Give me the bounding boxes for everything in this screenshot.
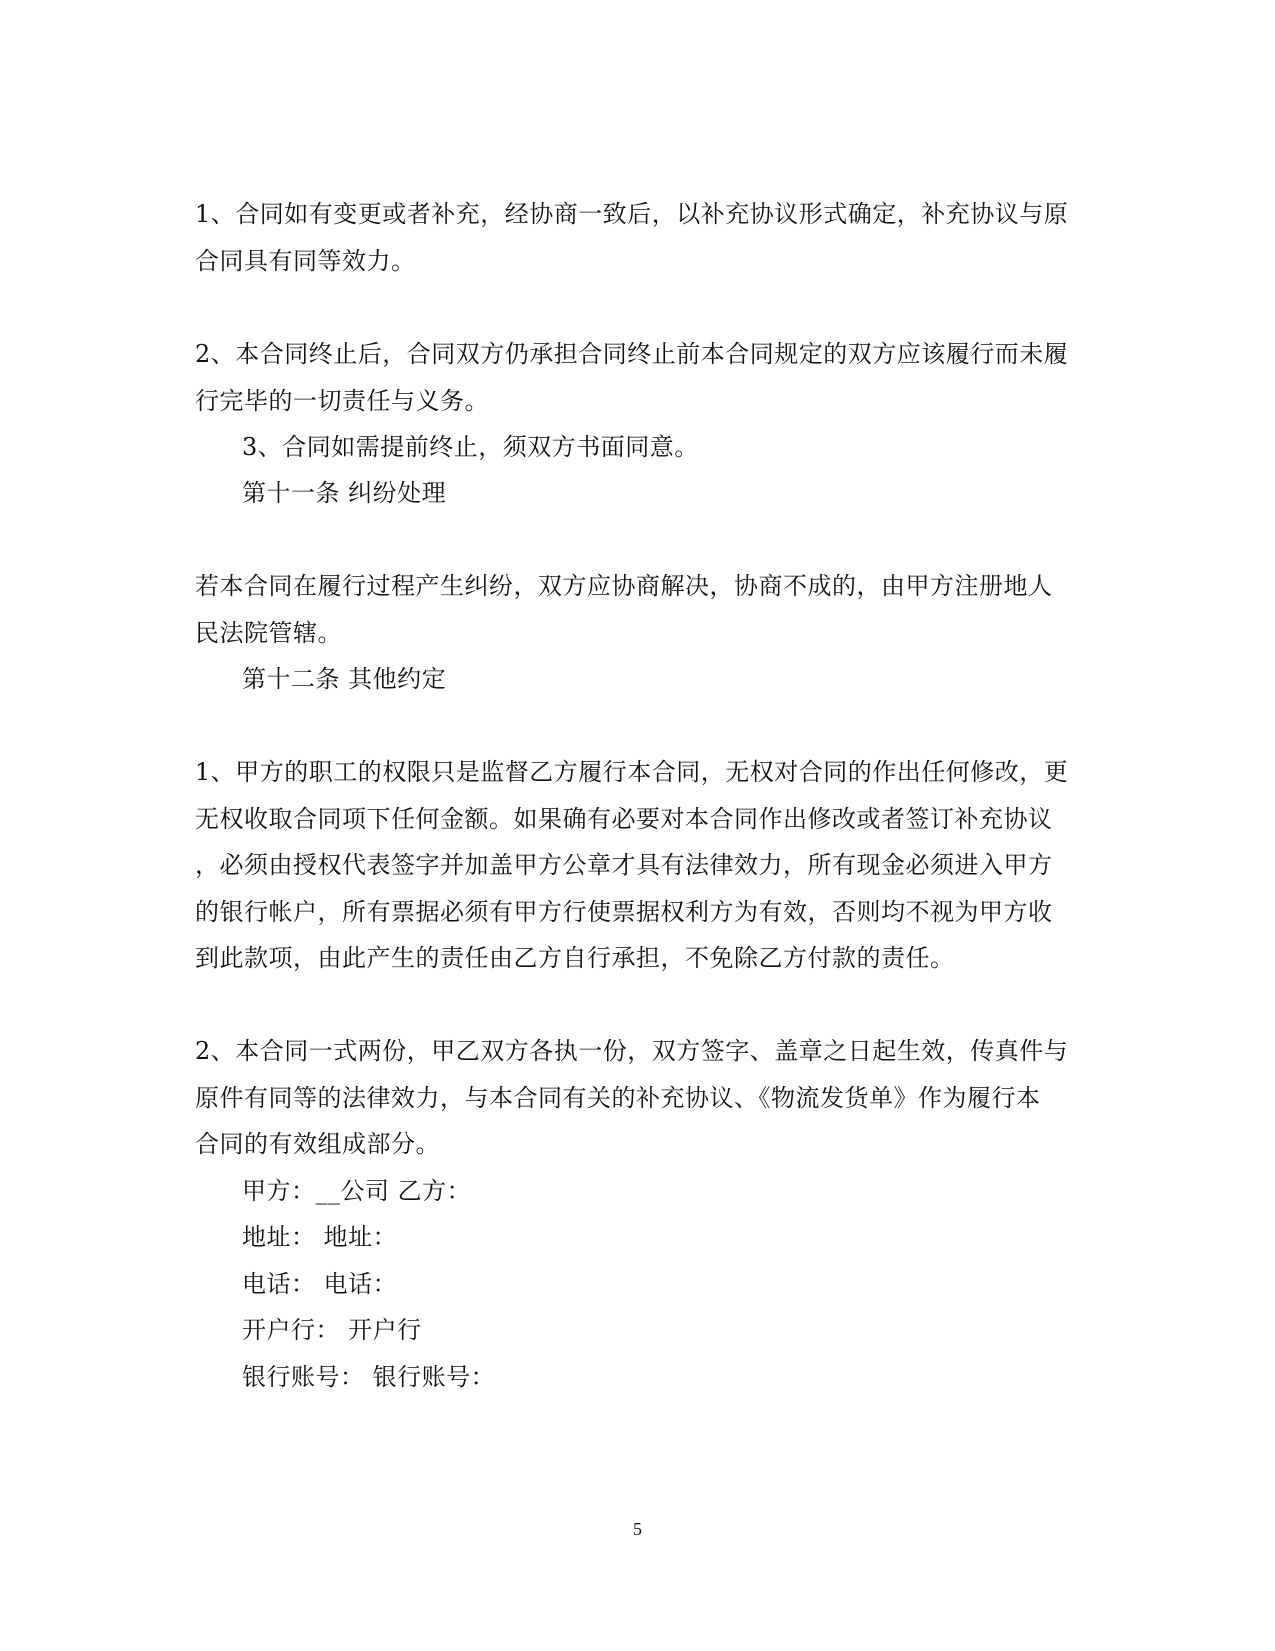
- dispute-line-1: 若本合同在履行过程产生纠纷，双方应协商解决，协商不成的，由甲方注册地人: [195, 572, 1053, 600]
- page-number: 5: [633, 1519, 642, 1539]
- dispute-line-2: 民法院管辖。: [195, 619, 342, 647]
- article-11-heading: 第十一条 纠纷处理: [242, 479, 447, 507]
- signature-bank-line: 开户行： 开户行: [242, 1316, 422, 1344]
- other-clause-1-line-4: 的银行帐户，所有票据必须有甲方行使票据权利方为有效，否则均不视为甲方收: [195, 898, 1053, 926]
- signature-party-line: 甲方：__公司 乙方：: [242, 1177, 472, 1205]
- clause-2-line-1: 2、本合同终止后，合同双方仍承担合同终止前本合同规定的双方应该履行而未履: [195, 340, 1069, 368]
- other-clause-2-line-3: 合同的有效组成部分。: [195, 1130, 440, 1158]
- other-clause-2-line-2: 原件有同等的法律效力，与本合同有关的补充协议、《物流发货单》作为履行本: [195, 1084, 1041, 1112]
- other-clause-1-line-3: ，必须由授权代表签字并加盖甲方公章才具有法律效力，所有现金必须进入甲方: [195, 851, 1053, 879]
- signature-phone-line: 电话： 电话：: [242, 1270, 398, 1298]
- other-clause-1-line-2: 无权收取合同项下任何金额。如果确有必要对本合同作出修改或者签订补充协议: [195, 805, 1053, 833]
- signature-account-line: 银行账号： 银行账号：: [242, 1363, 496, 1391]
- signature-address-line: 地址： 地址：: [242, 1223, 398, 1251]
- other-clause-2-line-1: 2、本合同一式两份，甲乙双方各执一份，双方签字、盖章之日起生效，传真件与: [195, 1037, 1069, 1065]
- clause-1-line-2: 合同具有同等效力。: [195, 247, 416, 275]
- clause-2-line-2: 行完毕的一切责任与义务。: [195, 387, 489, 415]
- article-12-heading: 第十二条 其他约定: [242, 665, 447, 693]
- clause-1-line-1: 1、合同如有变更或者补充，经协商一致后，以补充协议形式确定，补充协议与原: [195, 200, 1069, 228]
- other-clause-1-line-1: 1、甲方的职工的权限只是监督乙方履行本合同，无权对合同的作出任何修改，更: [195, 758, 1069, 786]
- clause-3-line-1: 3、合同如需提前终止，须双方书面同意。: [242, 433, 699, 461]
- other-clause-1-line-5: 到此款项，由此产生的责任由乙方自行承担，不免除乙方付款的责任。: [195, 944, 955, 972]
